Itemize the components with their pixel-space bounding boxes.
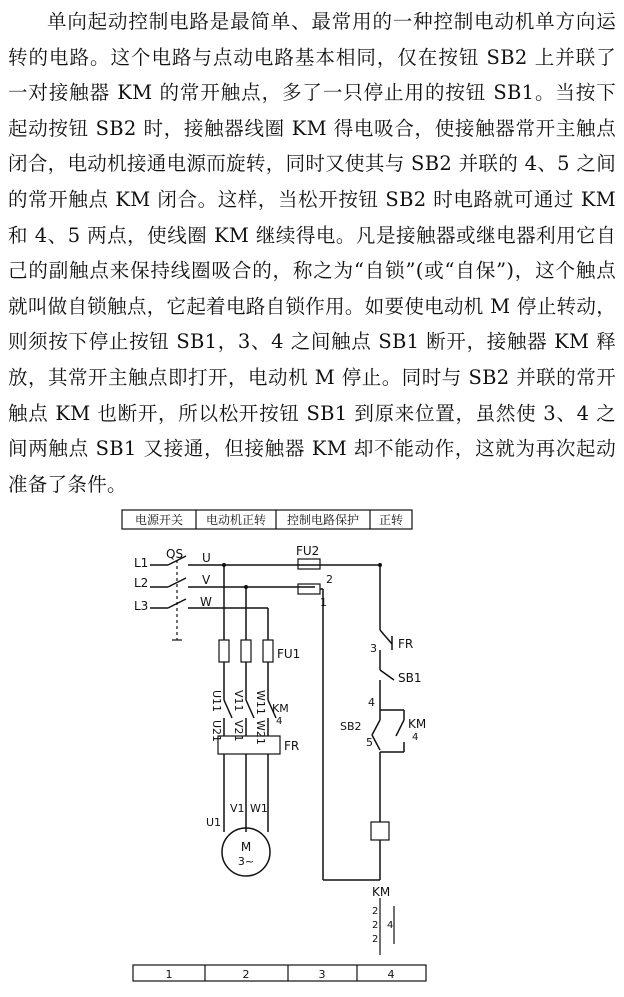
label-node-1: 1: [320, 596, 327, 609]
header-table: [122, 510, 412, 529]
label-u1: U1: [206, 816, 222, 829]
label-u11: U11: [210, 690, 223, 713]
footer-cell-1: 1: [165, 968, 173, 981]
label-km-coil: KM: [372, 885, 391, 899]
footer-table: [133, 965, 426, 981]
label-sb1: SB1: [398, 671, 422, 685]
label-fr-ctrl: FR: [398, 637, 414, 651]
label-km-main: KM: [272, 702, 289, 715]
fuse-fu2: [296, 544, 382, 880]
label-ref-d: 4: [387, 920, 394, 931]
label-v1: V1: [230, 802, 245, 815]
label-qs: QS: [166, 547, 184, 561]
label-l3: L3: [134, 599, 149, 613]
header-cell-motor-forward: 电动机正转: [205, 513, 267, 527]
label-v: V: [202, 573, 211, 587]
footer-cell-4: 4: [387, 968, 395, 981]
km-coil: [371, 822, 389, 840]
label-km-aux: KM: [408, 717, 427, 731]
label-fu2: FU2: [296, 544, 320, 558]
label-v21: V21: [232, 720, 245, 742]
label-u21: U21: [210, 720, 223, 743]
label-u: U: [202, 551, 211, 565]
label-ref-b: 2: [372, 920, 379, 931]
label-motor-type: 3~: [237, 855, 255, 868]
header-cell-power-switch: 电源开关: [134, 513, 184, 527]
footer-cell-2: 2: [242, 968, 250, 981]
header-cell-control-protection: 控制电路保护: [286, 513, 360, 527]
label-node-4: 4: [368, 696, 375, 709]
label-fr-main: FR: [284, 739, 300, 753]
label-km-main-num: 4: [276, 716, 283, 727]
label-w1: W1: [250, 802, 268, 815]
label-node-5: 5: [366, 736, 373, 749]
label-l1: L1: [134, 556, 149, 570]
label-node-2: 2: [326, 573, 333, 586]
footer-cell-3: 3: [318, 968, 326, 981]
label-km-aux-num: 4: [412, 732, 419, 743]
main-circuit: [206, 563, 300, 876]
paragraph: 单向起动控制电路是最简单、最常用的一种控制电动机单方向运转的电路。这个电路与点动电路基本相同，仅在按钮 SB2 上并联了一对接触器 KM 的常开触点，多了一只停止用的按钮 SB1。当按下起动按钮 SB2 时，接触器线圈 KM 得电吸合，使接触器常开主触点闭合，电动机接通电源而旋转，同时又使其与 SB2 并联的 4、5 之间的常开触点 KM 闭合。这样，当松开按钮 SB2 时电路就可通过 KM 和 4、5 两点，使线圈 KM 继续得电。凡是接触器或继电器利用它自己的副触点来保持线圈吸合的，称之为“自锁”(或“自保”)，这个触点就叫做自锁触点，它起着电路自锁作用。如要使电动机 M 停止转动，则须按下停止按钮 SB1，3、4 之间触点 SB1 断开，接触器 KM 释放，其常开主触点即打开，电动机 M 停止。同时与 SB2 并联的常开触点 KM 也断开，所以松开按钮 SB1 到原来位置，虽然使 3、4 之间两触点 SB1 又接通，但接触器 KM 却不能动作，这就为再次起动准备了条件。: [8, 10, 617, 496]
label-w11: W11: [254, 690, 267, 715]
label-motor-m: M: [240, 840, 252, 854]
label-w: W: [200, 595, 212, 609]
label-w21: W21: [254, 720, 267, 745]
label-node-3: 3: [370, 642, 377, 655]
label-v11: V11: [232, 690, 245, 712]
header-cell-forward: 正转: [378, 513, 404, 527]
power-switch-qs: [134, 547, 380, 640]
label-ref-c: 2: [372, 934, 379, 945]
label-sb2: SB2: [340, 720, 362, 733]
label-fu1: FU1: [277, 647, 301, 661]
label-ref-a: 2: [372, 906, 379, 917]
label-l2: L2: [134, 576, 149, 590]
control-circuit: [323, 565, 426, 955]
